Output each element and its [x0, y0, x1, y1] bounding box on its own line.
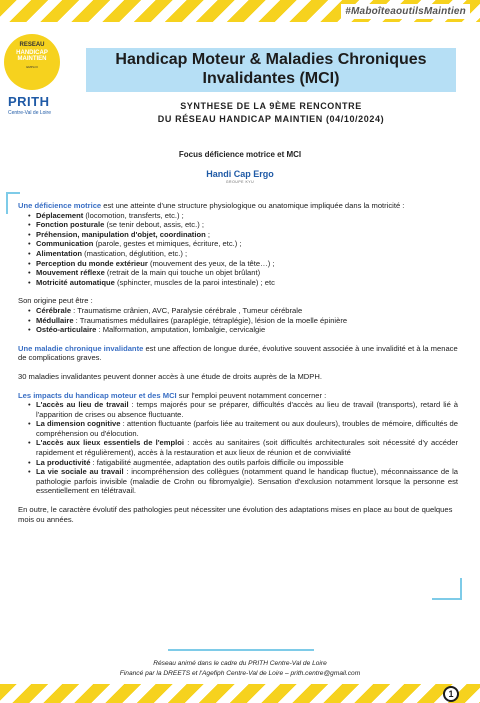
item-bold: La dimension cognitive — [36, 419, 121, 429]
corner-decoration-top-left-h — [6, 192, 20, 194]
section4-highlight: Les impacts du handicap moteur et des MCI — [18, 390, 177, 400]
footer-divider — [168, 649, 314, 651]
logo-line2: HANDICAP MAINTIEN — [16, 50, 48, 62]
section1-text: est une atteinte d'une structure physiologique ou anatomique impliquée dans la motricité : — [101, 201, 405, 210]
section3-text: est une affection de longue durée, évolutive souvent associée à une invalidité et à la menace de complications graves. — [18, 343, 458, 363]
section1-list — [18, 211, 458, 288]
reseau-handicap-maintien-logo — [4, 34, 60, 90]
main-content — [18, 201, 458, 524]
corner-decoration-bottom-right-h — [432, 598, 462, 600]
item-text: : Traumatisme crânien, AVC, Paralysie cérébrale , Tumeur cérébrale — [71, 305, 303, 315]
title-line1: Handicap Moteur & Maladies Chroniques — [115, 51, 427, 68]
item-text: : Traumatismes médullaires (paraplégie, tétraplégie), lésion de la moelle épinière — [73, 315, 348, 325]
list-item — [28, 220, 458, 230]
list-item — [28, 259, 458, 269]
list-item — [28, 230, 458, 240]
item-bold: Communication — [36, 239, 94, 249]
item-text: : fatigabilité augmentée, adaptation des outils parfois difficile ou impossible — [90, 457, 344, 467]
item-bold: Motricité automatique — [36, 277, 115, 287]
hashtag-label: #MaboîteaoutilsMaintien — [341, 4, 470, 19]
item-text: : accès au sanitaires (soit difficultés architecturales soit nécessité d'y accéder rapidement et régulièrement), accès à la restauration et aux lieux de réunion et de convivialité — [36, 438, 458, 458]
item-bold: Médullaire — [36, 315, 74, 325]
item-text: (retrait de la main qui touche un objet brûlant) — [104, 268, 261, 278]
item-text: (mouvement des yeux, de la tête…) ; — [147, 258, 275, 268]
section1-highlight: Une déficience motrice — [18, 201, 102, 210]
list-item — [28, 211, 458, 221]
list-item — [28, 400, 458, 419]
prith-name: PRITH — [8, 94, 50, 109]
item-text: : temps majorés pour se préparer, difficultés d'accès au lieu de travail (transports), retard lié à l'apparition de crises ou absence fluctuante. — [36, 400, 458, 419]
item-bold: Fonction posturale — [36, 220, 105, 230]
list-item — [28, 438, 458, 457]
section3-intro — [18, 344, 458, 363]
item-bold: La vie sociale au travail — [36, 467, 124, 477]
item-text: (parole, gestes et mimiques, écriture, etc.) ; — [93, 239, 242, 249]
item-text: (locomotion, transferts, etc.) ; — [83, 210, 184, 220]
list-item — [28, 306, 458, 316]
section1-intro — [18, 201, 458, 211]
footer — [0, 659, 480, 679]
item-bold: Ostéo-articulaire — [36, 325, 97, 335]
logo-line3: EMPLOI — [26, 65, 38, 69]
spacer — [18, 382, 458, 391]
page-number: 1 — [443, 686, 459, 702]
bottom-stripe-banner — [0, 684, 480, 703]
list-item — [28, 458, 458, 468]
item-bold: Alimentation — [36, 248, 82, 258]
prith-sub: Centre-Val de Loire — [8, 110, 51, 116]
spacer — [18, 335, 458, 344]
item-bold: Préhension, manipulation d'objet, coordination — [36, 229, 206, 239]
section4-list — [18, 400, 458, 496]
corner-decoration-bottom-right — [460, 578, 462, 600]
item-text: : attention fluctuante (parfois liée au traitement ou aux douleurs), troubles de mémoire, difficultés de compréhension ou d'élocution. — [36, 419, 459, 438]
list-item — [28, 316, 458, 326]
section2-intro: Son origine peut être : — [18, 296, 93, 306]
item-text: (mastication, déglutition, etc.) ; — [82, 248, 188, 258]
item-bold: Perception du monde extérieur — [36, 258, 148, 268]
list-item — [28, 278, 458, 288]
spacer — [18, 363, 458, 372]
handi-cap-ergo-logo — [0, 169, 480, 184]
item-bold: L'accès aux lieux essentiels de l'emploi — [36, 438, 185, 448]
section3-highlight: Une maladie chronique invalidante — [18, 343, 144, 353]
list-item — [28, 419, 458, 438]
item-bold: Déplacement — [36, 210, 84, 220]
footer-line2: Financé par la DREETS et l'Agefiph Centre-Val de Loire – prith.centre@gmail.com — [119, 670, 361, 677]
corner-decoration-top-left — [6, 192, 8, 214]
speaker-name: Handi Cap Ergo — [206, 169, 274, 179]
list-item — [28, 249, 458, 259]
item-text: : incompréhension des collègues (notamment quand le handicap fluctue), méconnaissance de la pathologie parfois invisible (maladie de Crohn ou fibromyalgie). Sensation d'exclusion notamment lorsque la personne est essentiellement en télétravail. — [36, 467, 458, 496]
prith-logo — [8, 94, 68, 116]
page-title — [86, 48, 456, 92]
section3-note: 30 maladies invalidantes peuvent donner accès à une étude de droits auprès de la MDPH. — [18, 371, 322, 381]
item-text: (sphincter, muscles de la paroi intestinale) ; etc — [114, 277, 275, 287]
list-item — [28, 467, 458, 496]
list-item — [28, 239, 458, 249]
list-item — [28, 268, 458, 278]
spacer — [18, 287, 458, 296]
item-bold: La productivité — [36, 457, 91, 467]
logo-line1: RESEAU — [19, 42, 45, 48]
footer-line1: Réseau animé dans le cadre du PRITH Centre-Val de Loire — [153, 660, 327, 667]
item-bold: Cérébrale — [36, 305, 72, 315]
section4-text: sur l'emploi peuvent notamment concerner : — [176, 390, 327, 400]
spacer — [18, 496, 458, 505]
title-line2: Invalidantes (MCI) — [202, 70, 340, 87]
list-item — [28, 325, 458, 335]
focus-title: Focus déficience motrice et MCI — [178, 150, 302, 159]
item-text: ; — [205, 229, 210, 239]
section2-list — [18, 306, 458, 335]
speaker-sub: GROUPE KYU — [225, 180, 255, 184]
section4-intro — [18, 391, 458, 401]
item-text: : Malformation, amputation, lombalgie, cervicalgie — [96, 325, 266, 335]
conclusion-text: En outre, le caractère évolutif des pathologies peut nécessiter une évolution des adaptations mises en place au bout de quelques mois ou années. — [18, 505, 453, 524]
subtitle-line2: DU RÉSEAU HANDICAP MAINTIEN (04/10/2024) — [157, 114, 385, 124]
page-subtitle — [86, 100, 456, 126]
item-bold: L'accès au lieu de travail — [36, 400, 129, 410]
item-text: (se tenir debout, assis, etc.) ; — [104, 220, 204, 230]
item-bold: Mouvement réflexe — [36, 268, 105, 278]
subtitle-line1: SYNTHESE DE LA 9ÈME RENCONTRE — [180, 101, 362, 111]
